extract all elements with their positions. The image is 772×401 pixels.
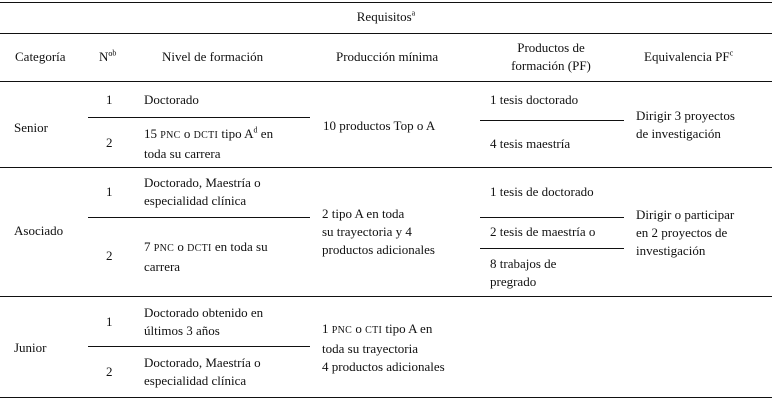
senior-nivel-2: 15 PNC o DCTI tipo $A^d$ en toda su carrera xyxy=(144,125,274,161)
header-bottom-rule xyxy=(0,81,772,82)
junior-row-sep-nivel xyxy=(88,346,310,347)
senior-category: Senior xyxy=(14,120,48,135)
senior-bottom-rule xyxy=(0,167,772,168)
senior-produccion: 10 productos Top o A xyxy=(323,118,436,133)
senior-equivalencia: Dirigir 3 proyectos de investigación xyxy=(636,108,735,141)
junior-num-2: 2 xyxy=(106,364,113,379)
asociado-num-1: 1 xyxy=(106,184,113,199)
header-produccion: Producción mínima xyxy=(336,49,439,64)
asociado-equivalencia: Dirigir o participar en 2 proyectos de investigación xyxy=(636,207,735,258)
header-nivel: Nivel de formación xyxy=(162,49,264,64)
junior-nivel-1: Doctorado obtenido en últimos 3 años xyxy=(144,305,264,338)
junior-produccion: 1 PNC o CTI tipo A en toda su trayectoria 4 productos adicionales xyxy=(322,321,445,374)
bottom-rule xyxy=(0,397,772,398)
senior-pf-2: 4 tesis maestría xyxy=(490,136,571,151)
header-numero: Nº$^b$ xyxy=(99,48,117,64)
asociado-row-sep-pf2 xyxy=(480,248,624,249)
senior-nivel-1: Doctorado xyxy=(144,92,199,107)
header-equivalencia: Equivalencia $PF^c$ xyxy=(644,48,734,64)
senior-row-sep-pf xyxy=(480,120,624,121)
asociado-row-sep-pf1 xyxy=(480,217,624,218)
junior-num-1: 1 xyxy=(106,314,113,329)
requisitos-rule xyxy=(0,33,772,34)
asociado-pf-2: 2 tesis de maestría o xyxy=(490,224,596,239)
junior-category: Junior xyxy=(14,340,47,355)
asociado-pf-1: 1 tesis de doctorado xyxy=(490,184,594,199)
asociado-nivel-2: 7 PNC o DCTI en toda su carrera xyxy=(144,239,268,274)
asociado-num-2: 2 xyxy=(106,248,113,263)
header-requisitos: Requisitos$^a$ xyxy=(356,8,416,24)
junior-nivel-2: Doctorado, Maestría o especialidad clínica xyxy=(144,355,261,388)
asociado-row-sep-nivel xyxy=(88,217,310,218)
senior-row-sep-nivel xyxy=(88,117,310,118)
top-rule xyxy=(0,2,772,3)
senior-num-1: 1 xyxy=(106,92,113,107)
asociado-nivel-1: Doctorado, Maestría o especialidad clínica xyxy=(144,175,261,208)
header-categoria: Categoría xyxy=(15,49,66,64)
asociado-category: Asociado xyxy=(14,223,64,238)
senior-num-2: 2 xyxy=(106,135,113,150)
header-productos: Productos de formación (PF) xyxy=(511,40,591,73)
senior-pf-1: 1 tesis doctorado xyxy=(490,92,579,107)
asociado-pf-3: 8 trabajos de pregrado xyxy=(490,256,557,289)
asociado-bottom-rule xyxy=(0,296,772,297)
asociado-produccion: 2 tipo A en toda su trayectoria y 4 productos adicionales xyxy=(322,206,435,257)
